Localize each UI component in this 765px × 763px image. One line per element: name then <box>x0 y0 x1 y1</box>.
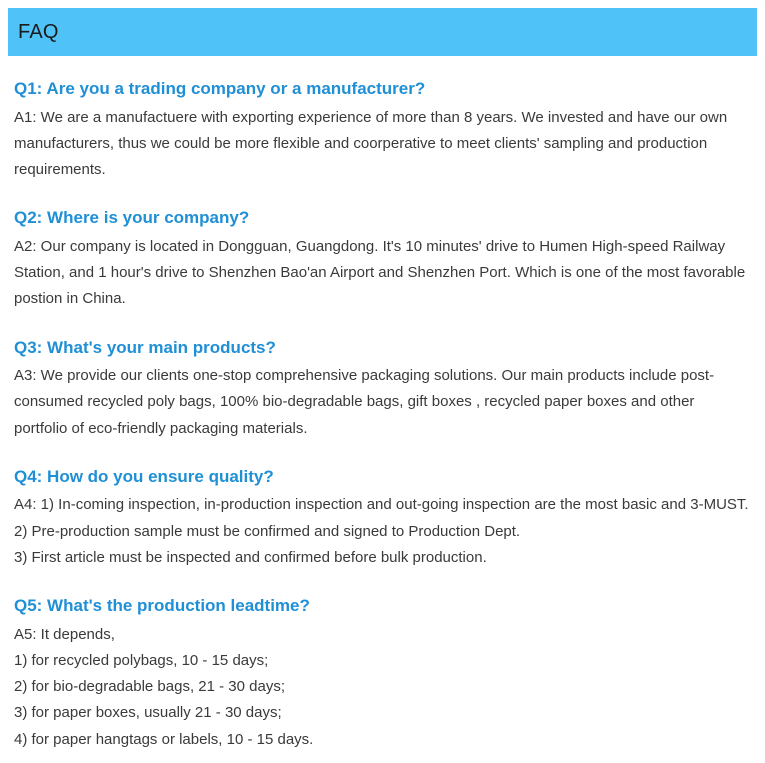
faq-header-bar <box>8 8 757 56</box>
faq-answer-line: 3) for paper boxes, usually 21 - 30 days; <box>14 704 282 722</box>
faq-question: Q4: How do you ensure quality? <box>14 466 274 486</box>
page-title: FAQ <box>18 20 59 43</box>
faq-answer-line: 2) for bio-degradable bags, 21 - 30 days; <box>14 678 286 695</box>
faq-item <box>14 76 751 183</box>
faq-item <box>14 593 751 753</box>
faq-question: Q5: What's the production leadtime? <box>14 596 310 615</box>
faq-question: Q2: Where is your company? <box>14 208 250 228</box>
faq-list <box>0 76 765 763</box>
faq-item <box>14 464 751 571</box>
faq-question: Q3: What's your main products? <box>14 337 276 357</box>
faq-answer <box>14 105 751 184</box>
faq-item <box>14 205 751 312</box>
faq-answer <box>14 234 751 313</box>
faq-answer <box>14 492 751 571</box>
faq-answer-line: 2) Pre-production sample must be confirmed and signed to Production Dept. <box>14 522 521 540</box>
faq-answer-line: A5: It depends, <box>14 625 115 643</box>
faq-answer-line: A1: We are a manufactuere with exporting experience of more than 8 years. We invested and have our own manufacturers, thus we could be more flexible and coorperative to meet clients' sampling and production requirements. <box>14 108 728 178</box>
faq-answer-line: A3: We provide our clients one-stop comprehensive packaging solutions. Our main products include post-consumed recycled poly bags, 100% bio-degradable bags, gift boxes , recycled paper boxes and other portfolio of eco-friendly packaging materials. <box>14 367 715 437</box>
faq-answer <box>14 622 751 753</box>
faq-answer <box>14 363 751 442</box>
faq-item <box>14 335 751 442</box>
faq-page <box>0 8 765 763</box>
faq-answer-line: 1) for recycled polybags, 10 - 15 days; <box>14 651 269 669</box>
faq-question: Q1: Are you a trading company or a manufacturer? <box>14 79 426 98</box>
faq-answer-line: 3) First article must be inspected and confirmed before bulk production. <box>14 548 487 566</box>
faq-answer-line: A2: Our company is located in Dongguan, Guangdong. It's 10 minutes' drive to Humen High-speed Railway Station, and 1 hour's drive to Shenzhen Bao'an Airport and Shenzhen Port. Which is one of the most favorable postion in China. <box>14 237 746 308</box>
faq-answer-line: 4) for paper hangtags or labels, 10 - 15 days. <box>14 730 314 748</box>
faq-answer-line: A4: 1) In-coming inspection, in-production inspection and out-going inspection are the most basic and 3-MUST. <box>14 496 749 514</box>
